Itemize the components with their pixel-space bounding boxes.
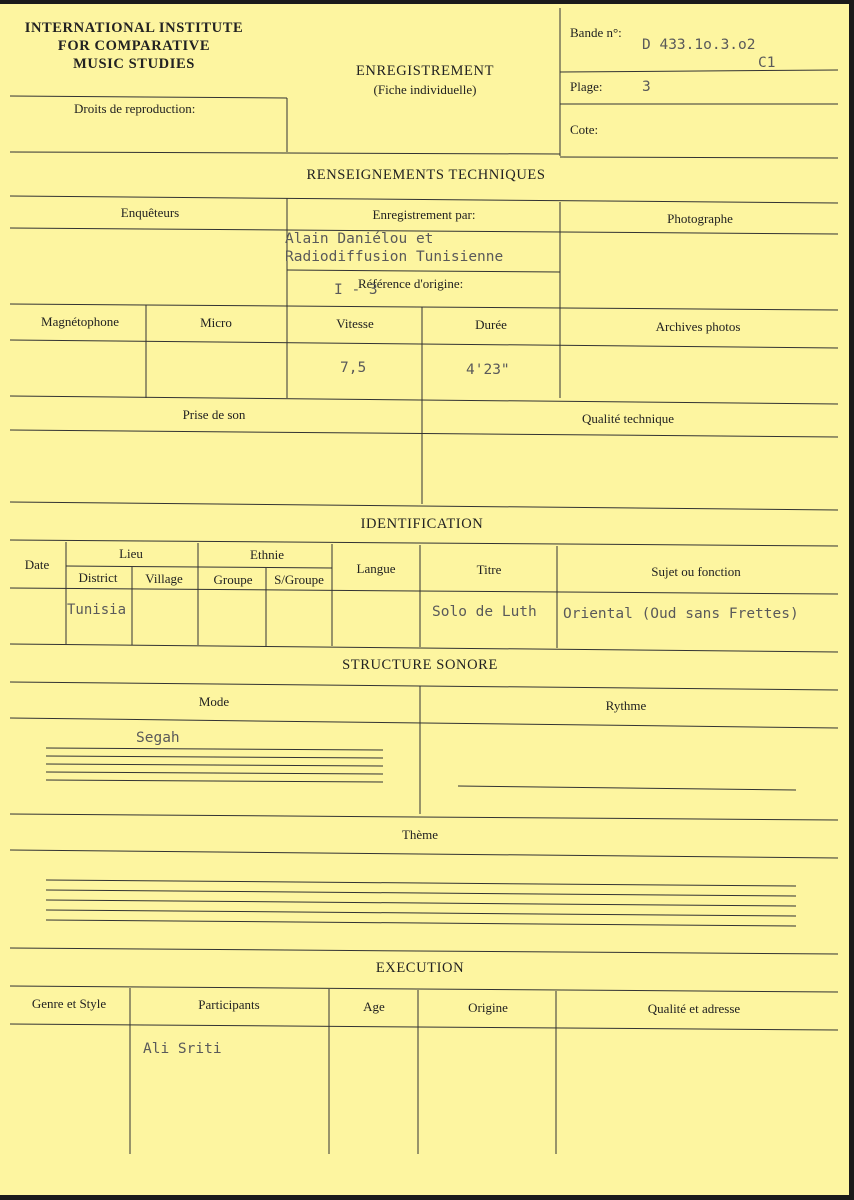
droits-label: Droits de reproduction: (74, 101, 196, 116)
qualite-adresse-label: Qualité et adresse (647, 1001, 741, 1016)
qualite-technique-label: Qualité technique (581, 411, 675, 426)
sujet-label: Sujet ou fonction (651, 564, 741, 579)
reference-value: I - 3 (334, 282, 378, 298)
institute-line-1: INTERNATIONAL INSTITUTE (24, 20, 244, 36)
section-title-structure: STRUCTURE SONORE (342, 657, 498, 673)
date-label: Date (24, 557, 50, 572)
bande-label: Bande n°: (570, 25, 622, 40)
enregistrement-value-line-2: Radiodiffusion Tunisienne (285, 249, 504, 265)
section-title-identification: IDENTIFICATION (360, 516, 484, 532)
duree-value: 4'23" (466, 362, 510, 378)
participants-value: Ali Sriti (143, 1041, 222, 1057)
titre-label: Titre (476, 562, 502, 577)
magnetophone-label: Magnétophone (41, 314, 119, 329)
enqueteurs-label: Enquêteurs (120, 205, 180, 220)
ethnie-label: Ethnie (250, 547, 284, 562)
sgroupe-label: S/Groupe (274, 572, 324, 587)
lieu-label: Lieu (119, 546, 143, 561)
cote-label: Cote: (570, 122, 599, 137)
enregistrement-label: Enregistrement par: (372, 207, 476, 222)
vitesse-label: Vitesse (336, 316, 374, 331)
theme-label: Thème (401, 827, 439, 842)
institute-line-2: FOR COMPARATIVE (57, 38, 211, 54)
micro-label: Micro (200, 315, 232, 330)
scan-edge-right (849, 0, 854, 1200)
enregistrement-value-line-1: Alain Daniélou et (285, 231, 434, 247)
prise-de-son-label: Prise de son (182, 407, 246, 422)
form-subtitle: (Fiche individuelle) (373, 82, 477, 97)
plage-value: 3 (642, 79, 651, 95)
genre-style-label: Genre et Style (31, 996, 107, 1011)
photographe-label: Photographe (667, 211, 733, 226)
bande-sub-value: C1 (758, 55, 776, 71)
reference-label: Référence d'origine: (358, 276, 464, 291)
vitesse-value: 7,5 (340, 360, 367, 376)
mode-value: Segah (136, 730, 180, 746)
mode-label: Mode (198, 694, 230, 709)
district-label: District (78, 570, 118, 585)
groupe-label: Groupe (213, 572, 253, 587)
archives-photos-label: Archives photos (655, 319, 741, 334)
plage-label: Plage: (570, 79, 603, 94)
scan-edge-top (0, 0, 854, 4)
district-value: Tunisia (67, 602, 127, 618)
form-title: ENREGISTREMENT (355, 63, 495, 79)
bande-value: D 433.1o.3.o2 (642, 37, 756, 53)
langue-label: Langue (356, 561, 396, 576)
titre-value: Solo de Luth (432, 604, 537, 620)
scan-edge-bottom (0, 1195, 854, 1200)
participants-label: Participants (198, 997, 260, 1012)
village-label: Village (145, 571, 183, 586)
institute-line-3: MUSIC STUDIES (73, 56, 195, 72)
sujet-value: Oriental (Oud sans Frettes) (563, 606, 799, 622)
rythme-label: Rythme (605, 698, 647, 713)
age-label: Age (363, 999, 385, 1014)
section-title-execution: EXECUTION (375, 960, 465, 976)
section-title-technique: RENSEIGNEMENTS TECHNIQUES (306, 167, 546, 183)
duree-label: Durée (475, 317, 507, 332)
origine-label: Origine (468, 1000, 508, 1015)
